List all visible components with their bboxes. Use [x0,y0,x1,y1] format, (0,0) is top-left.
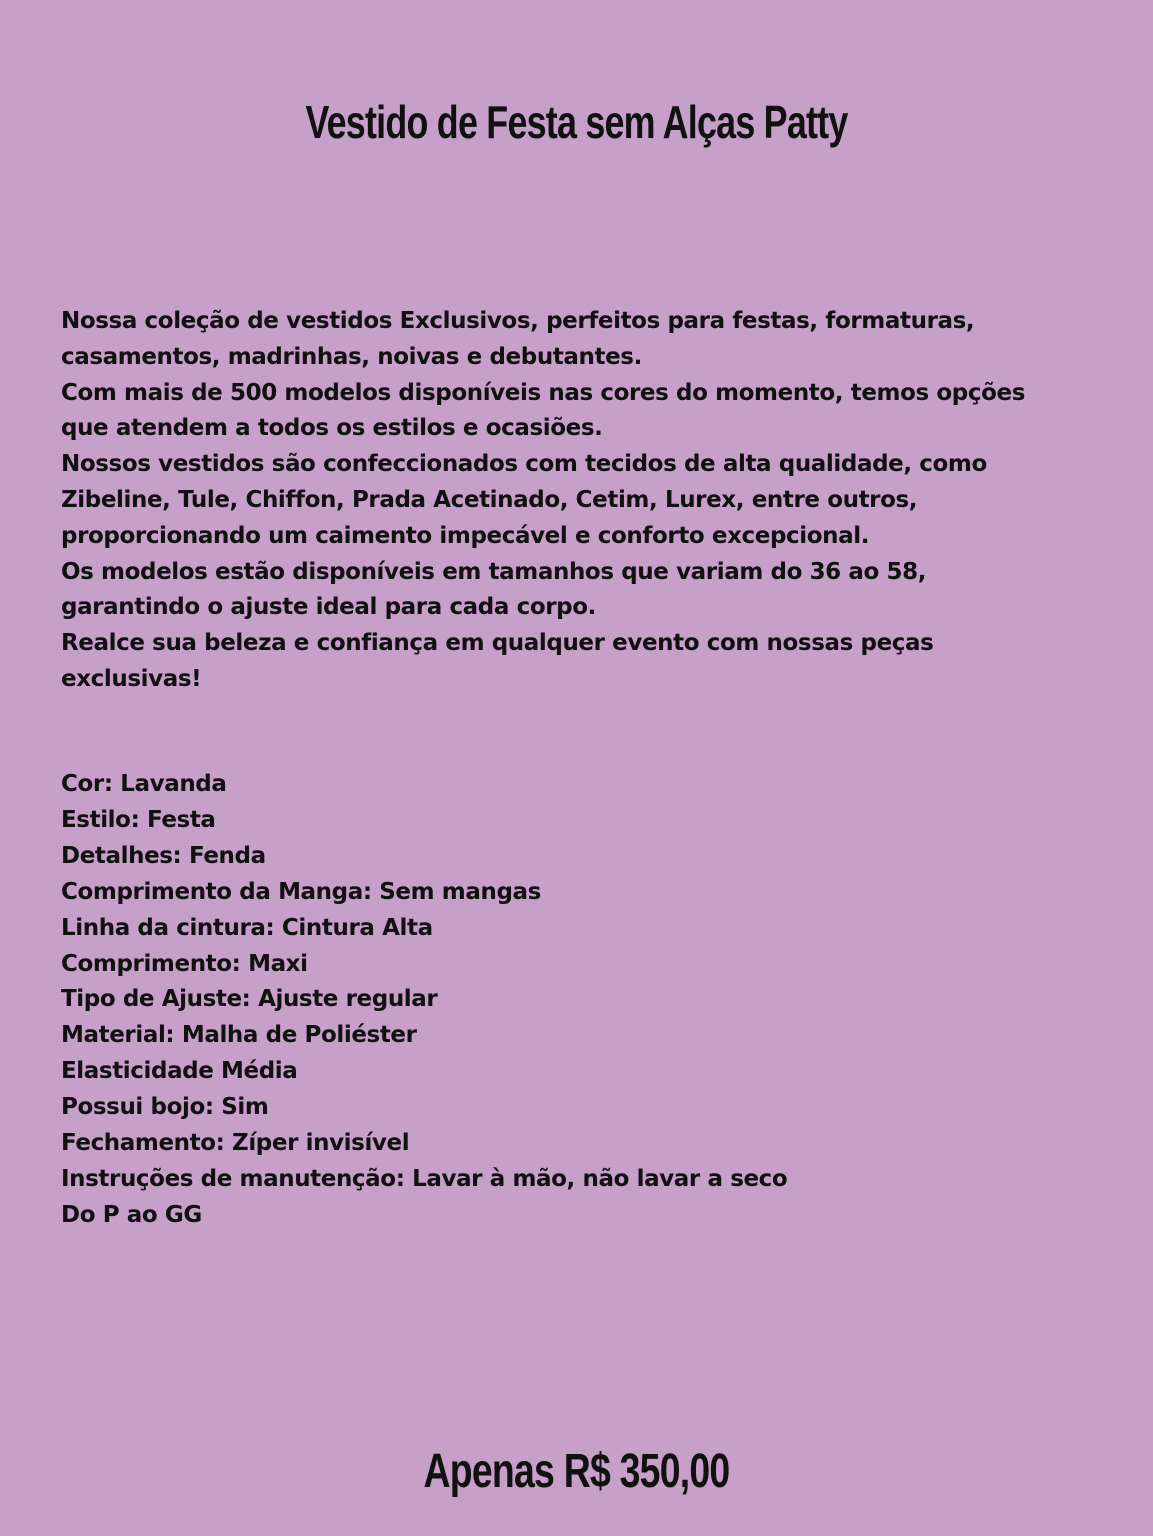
spec-item: Instruções de manutenção: Lavar à mão, não lavar a seco [61,1165,788,1192]
spec-item: Comprimento da Manga: Sem mangas [61,878,541,905]
description-paragraph: Os modelos estão disponíveis em tamanhos que variam do 36 ao 58, garantindo o ajuste ideal para cada corpo. [61,558,927,621]
spec-item: Detalhes: Fenda [61,842,266,869]
description-paragraph: Com mais de 500 modelos disponíveis nas cores do momento, temos opções que atendem a todos os estilos e ocasiões. [61,379,1025,442]
spec-item: Material: Malha de Poliéster [61,1022,417,1049]
description-paragraph: Nossos vestidos são confeccionados com tecidos de alta qualidade, como Zibeline, Tule, Chiffon, Prada Acetinado, Cetim, Lurex, entre outros, proporcionando um caimento impecável e conforto excepcional. [61,451,987,549]
spec-item: Estilo: Festa [61,806,216,833]
spec-item: Comprimento: Maxi [61,950,308,977]
spec-item: Possui bojo: Sim [61,1094,269,1121]
spec-item: Tipo de Ajuste: Ajuste regular [61,986,438,1013]
spec-item: Do P ao GG [61,1201,202,1228]
spec-item: Elasticidade Média [61,1058,298,1085]
description-paragraph: Nossa coleção de vestidos Exclusivos, perfeitos para festas, formaturas, casamentos, madrinhas, noivas e debutantes. [61,308,975,370]
price-label: Apenas R$ 350,00 [423,1445,730,1498]
page-title: Vestido de Festa sem Alças Patty [305,96,848,148]
specs-list [61,767,1061,1234]
spec-item: Fechamento: Zíper invisível [61,1130,410,1157]
description-paragraph: Realce sua beleza e confiança em qualquer evento com nossas peças exclusivas! [61,630,934,692]
spec-item: Cor: Lavanda [61,771,227,797]
description-block [61,304,1061,698]
spec-item: Linha da cintura: Cintura Alta [61,914,433,941]
